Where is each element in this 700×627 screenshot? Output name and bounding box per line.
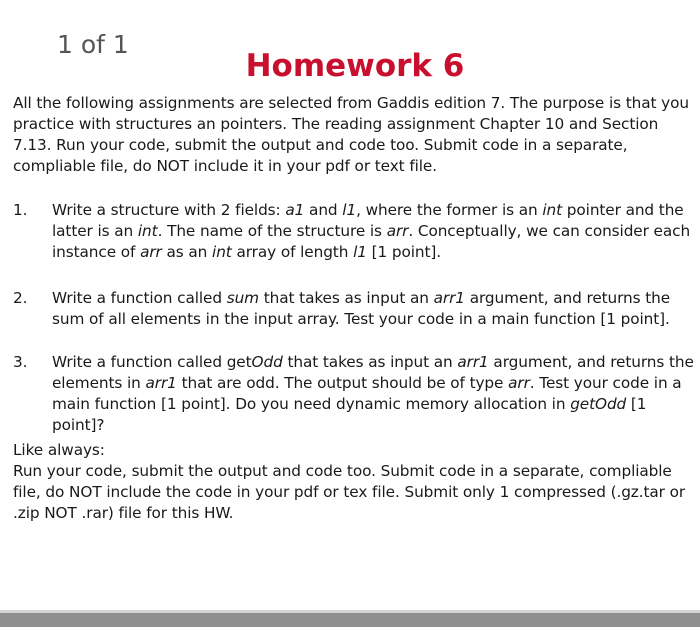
italic-term: Odd [251, 353, 283, 371]
text-run: Write a function called get [52, 353, 252, 371]
text-run: . The name of the structure is [157, 222, 387, 240]
text-run: . Test your code in a main function [1 point]. Do you need dynamic memory allocation in [52, 374, 682, 413]
text-run: argument, and returns the elements in [52, 353, 694, 392]
text-run: [1 point]? [52, 395, 647, 434]
italic-term: int [137, 222, 158, 240]
assignment-item-2 [13, 288, 695, 330]
bottom-scroll-bar[interactable] [0, 613, 700, 627]
text-run: that takes as input an [258, 289, 434, 307]
italic-term: arr [386, 222, 409, 240]
item-number: 2. [13, 289, 28, 307]
assignment-item-3 [13, 352, 695, 436]
text-run: pointer and the latter is an [52, 201, 684, 240]
item-number: 3. [13, 353, 28, 371]
italic-term: l1 [342, 201, 357, 219]
italic-term: a1 [285, 201, 305, 219]
italic-term: arr1 [433, 289, 465, 307]
text-run: and [304, 201, 343, 219]
text-run: [1 point]. [366, 243, 442, 261]
italic-term: int [212, 243, 232, 261]
outro-heading: Like always: [13, 441, 105, 459]
page-indicator: 1 of 1 [57, 30, 129, 59]
intro-paragraph: All the following assignments are selected from Gaddis edition 7. The purpose is that you practice with structures an pointers. The reading assignment Chapter 10 and Section 7.13. Run your code, submit the output and code too. Submit code in a separate, compliable file, do NOT include it in your pdf or text file. [13, 94, 689, 175]
text-run: Write a structure with 2 fields: [52, 201, 286, 219]
italic-term: getOdd [570, 395, 627, 413]
assignment-item-1 [13, 200, 695, 263]
italic-term: arr1 [457, 353, 489, 371]
italic-term: arr [140, 243, 162, 261]
item-text [52, 200, 695, 263]
item-text [52, 352, 695, 436]
text-run: that takes as input an [282, 353, 458, 371]
text-run: . Conceptually, we can consider each instance of [52, 222, 691, 261]
text-run: argument, and returns the sum of all elements in the input array. Test your code in a main function [1 point]. [52, 289, 671, 328]
italic-term: arr [508, 374, 530, 392]
italic-term: arr1 [145, 374, 177, 392]
text-run: as an [161, 243, 213, 261]
page-title: Homework 6 [245, 48, 465, 84]
text-run: , where the former is an [356, 201, 543, 219]
italic-term: l1 [353, 243, 367, 261]
italic-term: int [542, 201, 563, 219]
text-run: Write a function called [52, 289, 227, 307]
text-run: array of length [231, 243, 354, 261]
item-number: 1. [13, 201, 28, 219]
text-run: that are odd. The output should be of type [176, 374, 509, 392]
italic-term: sum [226, 289, 259, 307]
outro-paragraph: Run your code, submit the output and code too. Submit code in a separate, compliable file, do NOT include the code in your pdf or tex file. Submit only 1 compressed (.gz.tar or .zip NOT .rar) file for this HW. [13, 462, 686, 522]
item-text [52, 288, 695, 330]
